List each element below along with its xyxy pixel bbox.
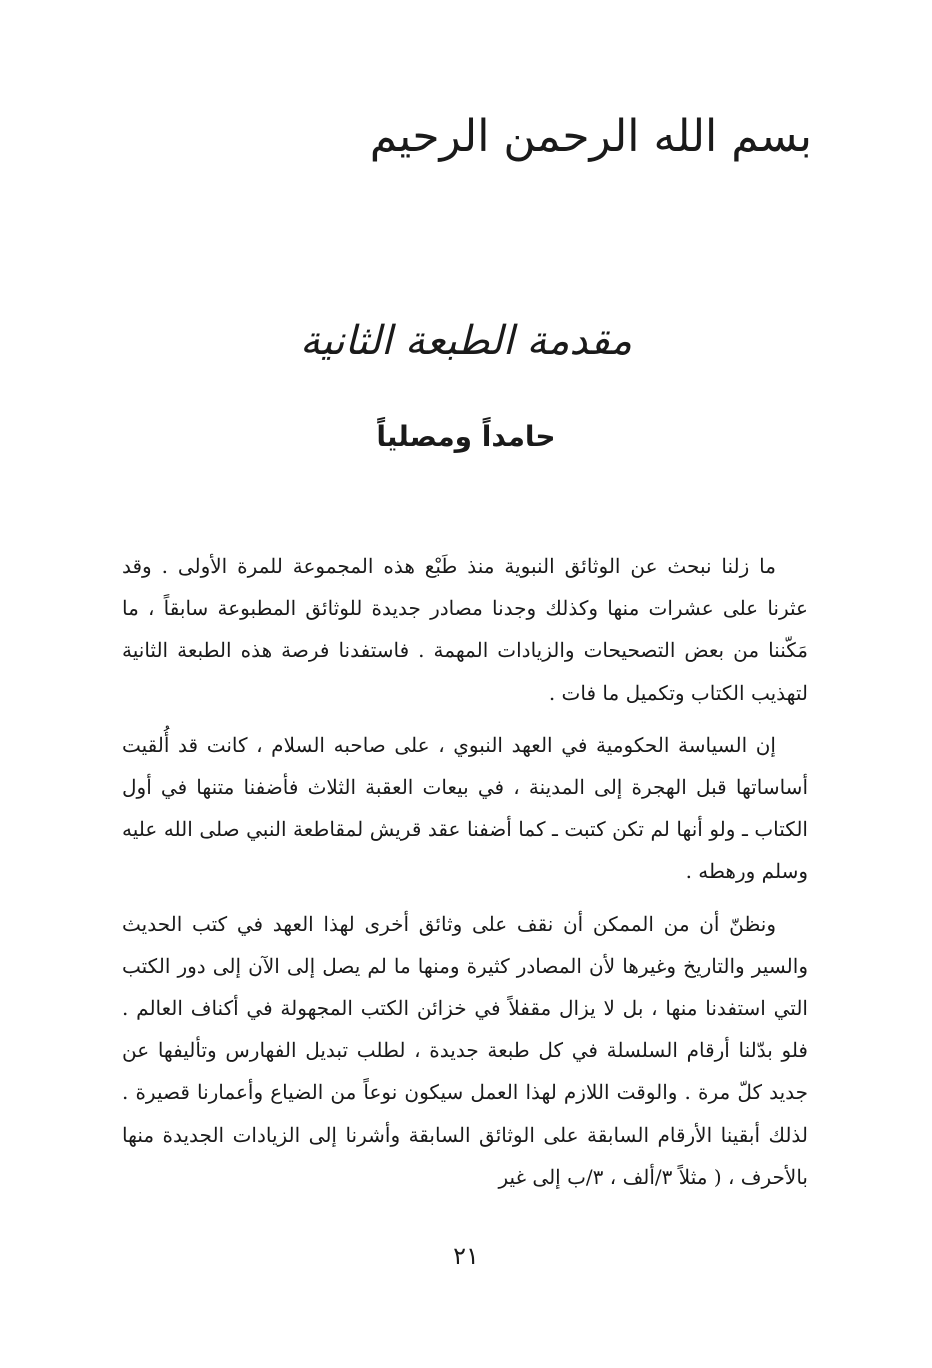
paragraph: ونظنّ أن من الممكن أن نقف على وثائق أخرى لهذا العهد في كتب الحديث والسير والتاريخ وغيرها لأن المصادر كثيرة ومنها ما لم يصل إلى الآن إلى دور الكتب التي استفدنا منها ، بل لا يزال مقفلاً في خزائن الكتب المجهولة في أكناف العالم . فلو بدّلنا أرقام السلسلة في كل طبعة جديدة ، لطلب تبديل الفهارس وتأليفها عن جديد كلّ مرة . والوقت اللازم لهذا العمل سيكون نوعاً من الضياع وأعمارنا قصيرة . لذلك أبقينا الأرقام السابقة على الوثائق السابقة وأشرنا إلى الزيادات الجديدة منها بالأحرف ، ( مثلاً ٣/ألف ، ٣/ب إلى غير — [122, 911, 808, 1189]
basmala-calligraphy: بسم الله الرحمن الرحيم — [369, 111, 812, 162]
paragraph: ما زلنا نبحث عن الوثائق النبوية منذ طَبْع هذه المجموعة للمرة الأولى . وقد عثرنا على عشرات منها وكذلك وجدنا مصادر جديدة للوثائق المطبوعة سابقاً ، ما مَكّننا من بعض التصحيحات والزيادات المهمة . فاستفدنا فرصة هذه الطبعة الثانية لتهذيب الكتاب وتكميل ما فات . — [122, 554, 808, 705]
subtitle: حامداً ومصلياً — [376, 420, 556, 453]
paragraph: إن السياسة الحكومية في العهد النبوي ، على صاحبه السلام ، كانت قد أُلقيت أساساتها قبل الهجرة إلى المدينة ، في بيعات العقبة الثلاث فأضفنا متنها في أول الكتاب ـ ولو أنها لم تكن كتبت ـ كما أضفنا عقد قريش لمقاطعة النبي صلى الله عليه وسلم ورهطه . — [122, 732, 808, 884]
section-title: مقدمة الطبعة الثانية — [299, 318, 633, 364]
page-number: ٢١ — [453, 1242, 479, 1270]
body-text — [122, 545, 808, 1208]
